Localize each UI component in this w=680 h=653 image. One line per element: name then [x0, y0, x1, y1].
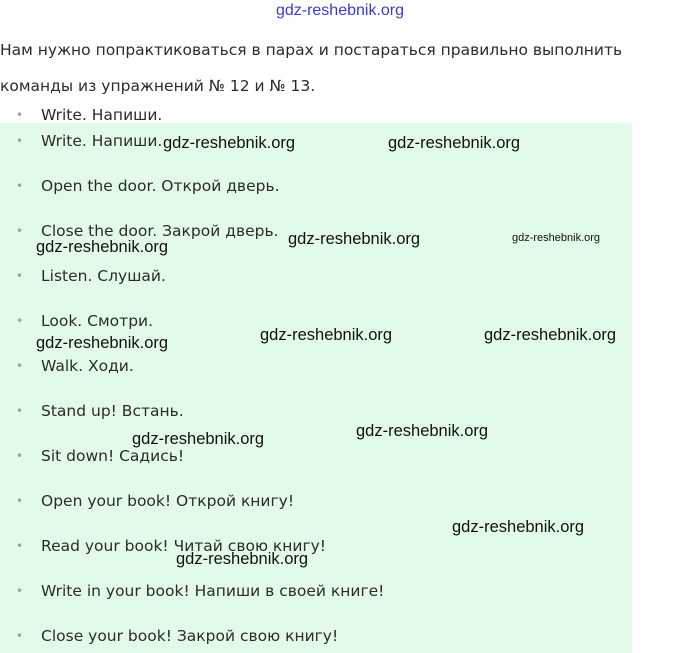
bullet-icon: •: [16, 359, 24, 373]
command-text: Write in your book! Напиши в своей книге!: [41, 582, 385, 600]
command-text: Read your book! Читай свою книгу!: [41, 537, 327, 555]
command-text: Look. Смотри.: [41, 312, 154, 330]
watermark: gdz-reshebnik.org: [163, 134, 296, 152]
watermark: gdz-reshebnik.org: [176, 550, 309, 568]
watermark: gdz-reshebnik.org: [36, 238, 169, 256]
watermark: gdz-reshebnik.org: [288, 230, 421, 248]
watermark: gdz-reshebnik.org: [452, 518, 585, 536]
bullet-icon: •: [16, 108, 24, 122]
watermark: gdz-reshebnik.org: [484, 326, 617, 344]
bullet-icon: •: [16, 629, 24, 643]
bullet-icon: •: [16, 449, 24, 463]
command-text: Close your book! Закрой свою книгу!: [41, 627, 339, 645]
command-text: Listen. Слушай.: [41, 267, 166, 285]
green-highlight-panel: [0, 123, 632, 653]
bullet-icon: •: [16, 314, 24, 328]
bullet-icon: •: [16, 224, 24, 238]
watermark: gdz-reshebnik.org: [260, 326, 393, 344]
bullet-icon: •: [16, 134, 24, 148]
watermark: gdz-reshebnik.org: [512, 232, 601, 244]
command-text: Open the door. Открой дверь.: [41, 177, 280, 195]
command-text: Stand up! Встань.: [41, 402, 184, 420]
watermark: gdz-reshebnik.org: [36, 334, 169, 352]
bullet-icon: •: [16, 179, 24, 193]
watermark: gdz-reshebnik.org: [388, 134, 521, 152]
bullet-icon: •: [16, 404, 24, 418]
bullet-icon: •: [16, 494, 24, 508]
site-header[interactable]: gdz-reshebnik.org: [275, 2, 405, 19]
command-text: Close the door. Закрой дверь.: [41, 222, 279, 240]
command-text: Sit down! Садись!: [41, 447, 185, 465]
command-text: Write. Напиши.: [41, 106, 163, 124]
watermark: gdz-reshebnik.org: [356, 422, 489, 440]
watermark: gdz-reshebnik.org: [132, 430, 265, 448]
command-text: Walk. Ходи.: [41, 357, 134, 375]
bullet-icon: •: [16, 584, 24, 598]
intro-paragraph: Нам нужно попрактиковаться в парах и постараться правильно выполнить команды из упражнений № 12 и № 13.: [0, 41, 623, 95]
command-text: Open your book! Открой книгу!: [41, 492, 295, 510]
bullet-icon: •: [16, 269, 24, 283]
command-text: Write. Напиши.: [41, 132, 163, 150]
bullet-icon: •: [16, 539, 24, 553]
